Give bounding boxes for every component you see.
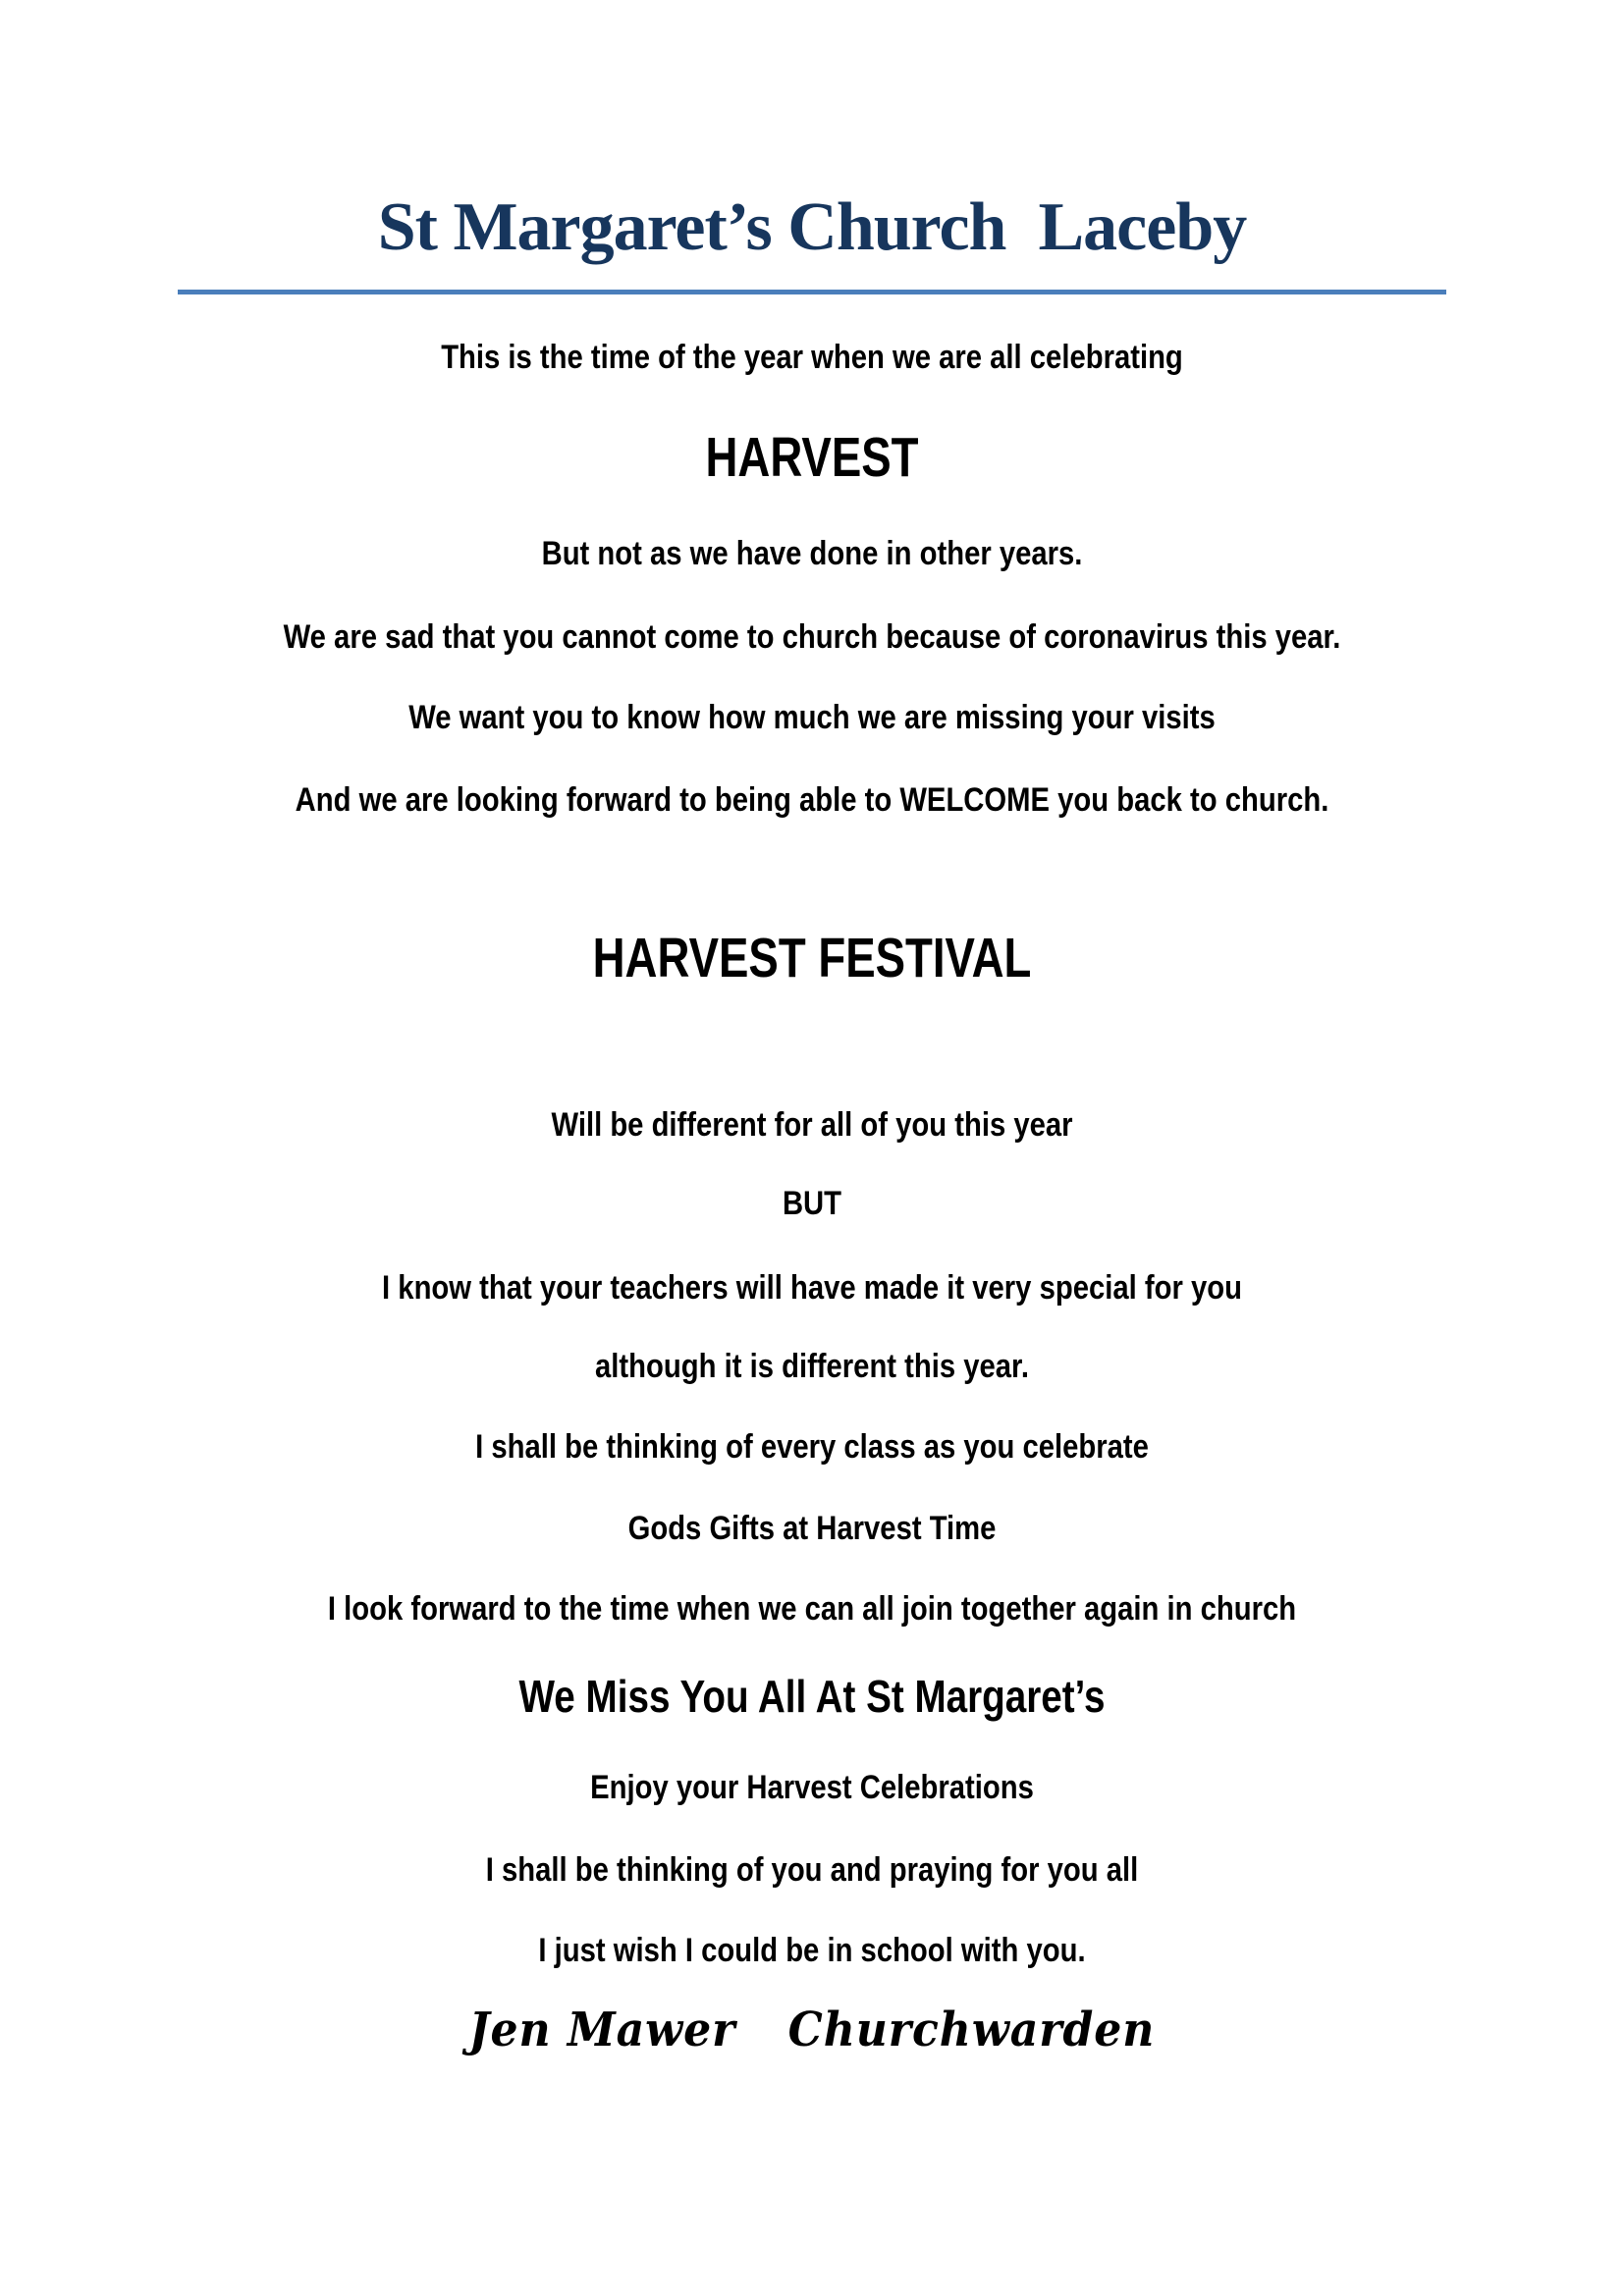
line-join-together-again: I look forward to the time when we can all join together again in church	[327, 1590, 1297, 1629]
signature-line	[65, 2001, 1559, 2059]
signature-role: Churchwarden	[787, 2002, 1156, 2058]
line-missing-your-visits: We want you to know how much we are missing your visits	[408, 699, 1216, 737]
intro-line: This is the time of the year when we are all celebrating	[441, 338, 1183, 376]
page-title: St Margaret’s Church Laceby	[377, 189, 1247, 265]
line-thinking-praying: I shall be thinking of you and praying for you all	[485, 1850, 1139, 1889]
line-different-this-year: Will be different for all of you this year	[551, 1106, 1073, 1145]
line-but: BUT	[782, 1185, 842, 1223]
line-although-different: although it is different this year.	[595, 1347, 1029, 1385]
line-gods-gifts: Gods Gifts at Harvest Time	[627, 1510, 997, 1548]
signature-name: Jen Mawer	[468, 2002, 736, 2058]
harvest-heading: HARVEST	[705, 425, 919, 489]
document-body	[0, 336, 1624, 2060]
we-miss-you-heading: We Miss You All At St Margaret’s	[518, 1670, 1106, 1722]
title-divider	[178, 290, 1446, 294]
document-header	[178, 0, 1446, 294]
line-sad-cannot-come: We are sad that you cannot come to church because of coronavirus this year.	[283, 618, 1341, 657]
line-not-as-other-years: But not as we have done in other years.	[541, 535, 1083, 573]
line-welcome-back: And we are looking forward to being able to WELCOME you back to church.	[295, 780, 1329, 819]
line-thinking-every-class: I shall be thinking of every class as you celebrate	[475, 1427, 1149, 1466]
line-enjoy-celebrations: Enjoy your Harvest Celebrations	[590, 1768, 1034, 1806]
line-wish-in-school: I just wish I could be in school with you.	[538, 1932, 1086, 1970]
line-teachers-special: I know that your teachers will have made it very special for you	[382, 1268, 1242, 1307]
harvest-festival-heading: HARVEST FESTIVAL	[592, 926, 1032, 989]
